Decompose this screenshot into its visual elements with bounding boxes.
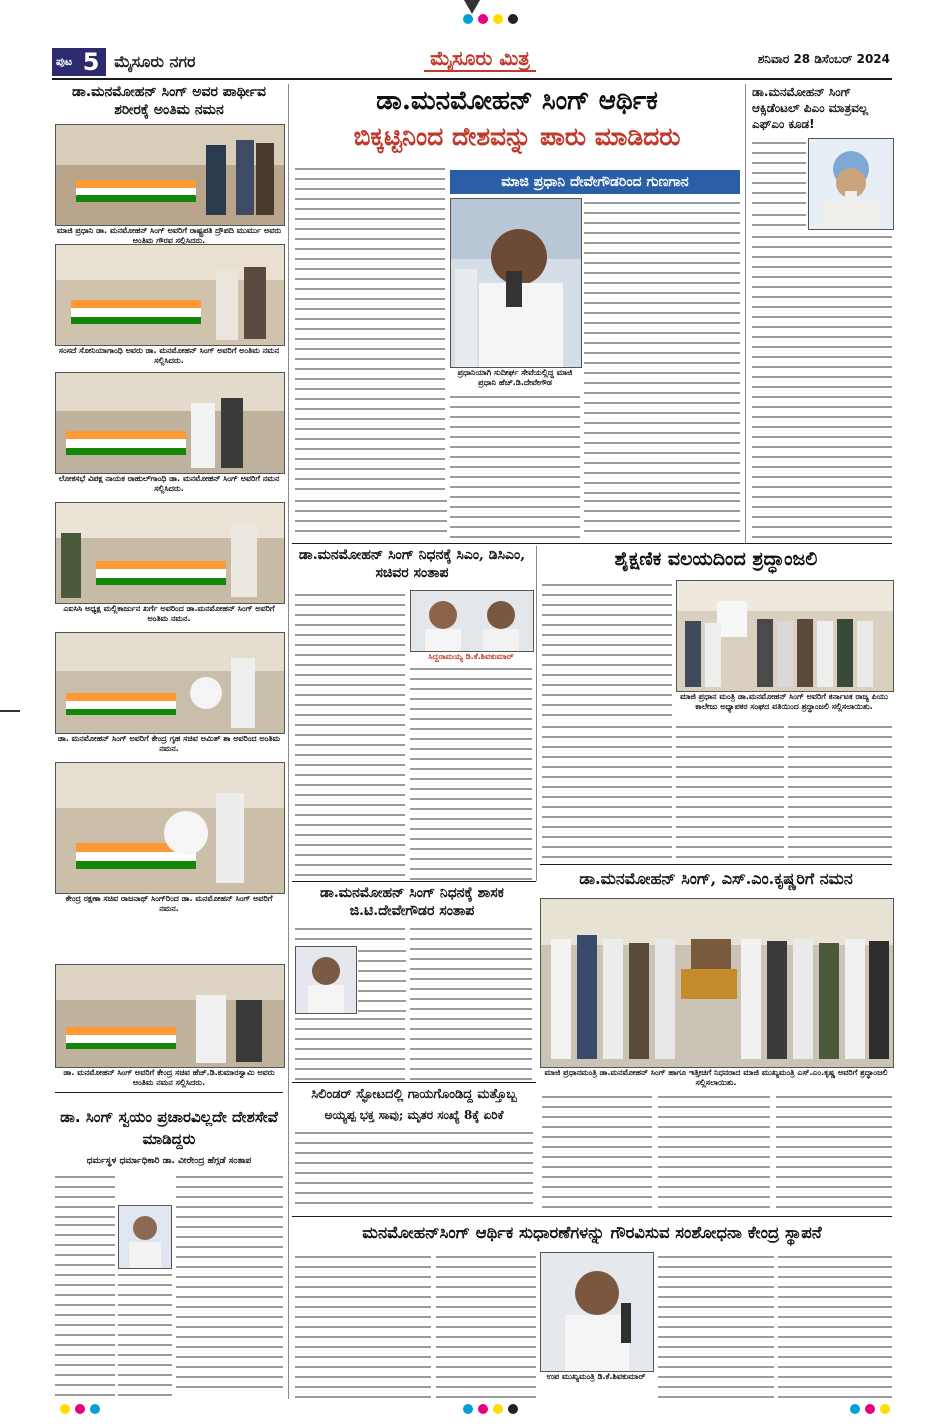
- side-article-body: [752, 232, 892, 538]
- tribute-photo-1: [55, 124, 285, 226]
- photo-caption: ಮಾಜಿ ಪ್ರಧಾನಮಂತ್ರಿ ಡಾ.ಮನಮೋಹನ್ ಸಿಂಗ್ ಹಾಗೂ ಇತ್ತೀಚಿಗೆ ನಿಧನರಾದ ಮಾಜಿ ಮುಖ್ಯಮಂತ್ರಿ ಎಸ್.ಎಂ.ಕೃಷ್ಣ ಅವರಿಗೆ ಶ್ರದ್ಧಾಂಜಲಿ ಸಲ್ಲಿಸಲಾಯಿತು.: [544, 1068, 888, 1087]
- bottom-article-body: [658, 1252, 774, 1398]
- article-body: [118, 1270, 172, 1396]
- divider: [292, 881, 536, 882]
- smk-article-body: [542, 1092, 652, 1214]
- tribute-photo-4: [55, 502, 285, 604]
- page-label: ಪುಟ: [52, 48, 76, 76]
- gtd-article-body: [410, 924, 532, 1080]
- cm-article-body: [410, 664, 532, 880]
- lead-kicker: ಮಾಜಿ ಪ್ರಧಾನಿ ದೇವೇಗೌಡರಿಂದ ಗುಣಗಾನ: [450, 170, 740, 194]
- divider: [55, 1092, 283, 1093]
- registration-mark: [478, 14, 488, 24]
- registration-mark: [60, 1404, 70, 1414]
- photo-caption: ಎಐಸಿಸಿ ಅಧ್ಯಕ್ಷ ಮಲ್ಲಿಕಾರ್ಜುನ ಖರ್ಗೆ ಅವರಿಂದ ಡಾ.ಮನಮೋಹನ್ ಸಿಂಗ್ ಅವರಿಗೆ ಅಂತಿಮ ನಮನ.: [63, 604, 275, 623]
- registration-mark: [75, 1404, 85, 1414]
- tribute-photo-5: [55, 632, 285, 734]
- lead-article-body: [295, 496, 447, 540]
- dk-shivakumar-photo: [540, 1252, 654, 1372]
- smk-story-title: ಡಾ.ಮನಮೋಹನ್ ಸಿಂಗ್, ಎಸ್.ಎಂ.ಕೃಷ್ಣರಿಗೆ ನಮನ: [579, 869, 853, 888]
- cm-dcm-photo: [410, 590, 534, 652]
- registration-mark: [508, 14, 518, 24]
- registration-mark: [850, 1404, 860, 1414]
- cylinder-story-subtitle: ಅಯ್ಯಪ್ಪ ಭಕ್ತ ಸಾವು; ಮೃತರ ಸಂಖ್ಯೆ 8ಕ್ಕೆ ಏರಿಕೆ: [324, 1108, 504, 1122]
- story-subtitle: ಧರ್ಮಸ್ಥಳ ಧರ್ಮಾಧಿಕಾರಿ ಡಾ. ವೀರೇಂದ್ರ ಹೆಗ್ಗಡೆ ಸಂತಾಪ: [86, 1156, 252, 1166]
- smk-article-body: [658, 1092, 770, 1214]
- registration-mark: [493, 14, 503, 24]
- photo-caption: ಪ್ರಧಾನಿಯಾಗಿ ಸುದೀರ್ಘ ಸೇವೆಯಲ್ಲಿದ್ದ ಮಾಜಿ ಪ್ರಧಾನಿ ಹೆಚ್.ಡಿ.ದೇವೇಗೌಡ: [457, 368, 573, 387]
- academic-tribute-photo: [676, 580, 894, 692]
- masthead: ಮೈಸೂರು ಮಿತ್ರ: [320, 46, 640, 70]
- smk-tribute-photo: [540, 898, 894, 1068]
- photo-caption: ಮಾಜಿ ಪ್ರಧಾನಿ ಡಾ. ಮನಮೋಹನ್ ಸಿಂಗ್ ಅವರಿಗೆ ರಾಷ್ಟ್ರಪತಿ ದ್ರೌಪದಿ ಮುರ್ಮು ಅವರು ಅಂತಿಮ ಗೌರವ ಸಲ್ಲಿಸಿದರು.: [56, 226, 282, 245]
- tribute-photo-2: [55, 244, 285, 346]
- story-title: ಡಾ. ಸಿಂಗ್ ಸ್ವಯಂ ಪ್ರಚಾರವಿಲ್ಲದೇ ದೇಶಸೇವೆ ಮಾಡಿದ್ದರು: [60, 1108, 278, 1148]
- registration-mark: [493, 1404, 503, 1414]
- photo-caption: ಡಾ. ಮನಮೋಹನ್ ಸಿಂಗ್ ಅವರಿಗೆ ಕೇಂದ್ರ ಸಚಿವ ಹೆಚ್.ಡಿ.ಕುಮಾರಸ್ವಾಮಿ ಅವರು ಅಂತಿಮ ನಮನ ಸಲ್ಲಿಸಿದರು.: [63, 1068, 275, 1087]
- registration-mark: [865, 1404, 875, 1414]
- header-rule: [52, 78, 892, 80]
- academic-article-body: [542, 722, 672, 862]
- gtd-story-title: ಡಾ.ಮನಮೋಹನ್ ಸಿಂಗ್ ನಿಧನಕ್ಕೆ ಶಾಸಕ ಜಿ.ಟಿ.ದೇವೇಗೌಡರ ಸಂತಾಪ: [320, 885, 504, 919]
- cylinder-article-body: [295, 1128, 533, 1212]
- registration-mark: [478, 1404, 488, 1414]
- section-title: ಮೈಸೂರು ನಗರ: [114, 52, 196, 71]
- registration-mark: [463, 14, 473, 24]
- side-article-body: [752, 138, 806, 208]
- gtd-article-body: [295, 1014, 405, 1080]
- tribute-photo-7: [55, 964, 285, 1068]
- gtd-article-body: [358, 946, 406, 1012]
- cylinder-story-title: ಸಿಲಿಂಡರ್ ಸ್ಫೋಟದಲ್ಲಿ ಗಾಯಗೊಂಡಿದ್ದ ಮತ್ತೊಬ್ಬ: [311, 1087, 517, 1102]
- photo-caption: ಡಾ. ಮನಮೋಹನ್ ಸಿಂಗ್ ಅವರಿಗೆ ಕೇಂದ್ರ ಗೃಹ ಸಚಿವ ಅಮಿತ್ ಶಾ ಅವರಿಂದ ಅಂತಿಮ ನಮನ.: [57, 734, 281, 753]
- photo-caption: ಕೇಂದ್ರ ರಕ್ಷಣಾ ಸಚಿವ ರಾಜನಾಥ್ ಸಿಂಗ್‌ರಿಂದ ಡಾ. ಮನಮೋಹನ್ ಸಿಂಗ್ ಅವರಿಗೆ ನಮನ.: [65, 894, 273, 913]
- divider: [540, 864, 892, 865]
- side-article-body: [752, 210, 806, 230]
- bottom-article-body: [295, 1252, 431, 1398]
- photo-caption: ಲೋಕಸಭೆ ವಿಪಕ್ಷ ನಾಯಕ ರಾಹುಲ್‌ಗಾಂಧಿ ಡಾ. ಮನಮೋಹನ್ ಸಿಂಗ್ ಅವರಿಗೆ ನಮನ ಸಲ್ಲಿಸಿದರು.: [58, 474, 280, 493]
- column-divider: [536, 546, 537, 881]
- issue-date: ಶನಿವಾರ 28 ಡಿಸೆಂಬರ್ 2024: [757, 52, 890, 66]
- tribute-photo-6: [55, 762, 285, 894]
- bottom-article-body: [778, 1252, 892, 1398]
- article-body: [176, 1172, 283, 1396]
- gt-devegowda-photo: [295, 946, 357, 1014]
- crop-mark: [0, 710, 20, 712]
- divider: [292, 1216, 892, 1217]
- bottom-story-title: ಮನಮೋಹನ್‌ಸಿಂಗ್ ಆರ್ಥಿಕ ಸುಧಾರಣೆಗಳನ್ನು ಗೌರವಿಸುವ ಸಂಶೋಧನಾ ಕೇಂದ್ರ ಸ್ಥಾಪನೆ: [362, 1223, 822, 1242]
- academic-article-body: [676, 722, 784, 862]
- smk-article-body: [776, 1092, 892, 1214]
- bottom-article-body: [436, 1252, 536, 1398]
- academic-article-body: [788, 722, 892, 862]
- divider: [292, 543, 892, 544]
- photo-caption: ಉಪ ಮುಖ್ಯಮಂತ್ರಿ ಡಿ.ಕೆ.ಶಿವಕುಮಾರ್: [546, 1372, 646, 1381]
- photo-caption: ಸಂಸದೆ ಸೋನಿಯಾಗಾಂಧಿ ಅವರು ಡಾ. ಮನಮೋಹನ್ ಸಿಂಗ್ ಅವರಿಗೆ ಅಂತಿಮ ನಮನ ಸಲ್ಲಿಸಿದರು.: [58, 346, 280, 365]
- veerendra-heggade-photo: [118, 1205, 172, 1269]
- cm-story-title: ಡಾ.ಮನಮೋಹನ್ ಸಿಂಗ್ ನಿಧನಕ್ಕೆ ಸಿಎಂ, ಡಿಸಿಎಂ, ಸಚಿವರ ಸಂತಾಪ: [298, 547, 526, 581]
- academic-article-body: [542, 580, 672, 720]
- registration-mark: [463, 1404, 473, 1414]
- tribute-photo-3: [55, 372, 285, 474]
- page-number: 5: [76, 48, 106, 76]
- side-story-title: ಡಾ.ಮನಮೋಹನ್ ಸಿಂಗ್ ಆಕ್ಸಿಡೆಂಟಲ್ ಪಿಎಂ ಮಾತ್ರವಲ್ಲ ಎಫ್‌ಎಂ ಕೂಡ!: [752, 85, 869, 131]
- registration-mark: [880, 1404, 890, 1414]
- lead-article-body: [450, 392, 580, 540]
- column-divider: [745, 84, 746, 544]
- left-column-title: ಡಾ.ಮನಮೋಹನ್ ಸಿಂಗ್ ಅವರ ಪಾರ್ಥೀವ ಶರೀರಕ್ಕೆ ಅಂತಿಮ ನಮನ: [71, 84, 267, 118]
- lead-article-body: [295, 164, 445, 494]
- registration-mark: [508, 1404, 518, 1414]
- photo-caption: ಸಿದ್ದರಾಮಯ್ಯ ಡಿ.ಕೆ.ಶಿವಕುಮಾರ್: [428, 652, 514, 661]
- lead-article-body: [584, 198, 740, 494]
- devegowda-photo: [450, 198, 582, 368]
- column-divider: [288, 84, 289, 1399]
- article-body: [55, 1220, 115, 1396]
- crop-mark: [464, 0, 480, 14]
- photo-caption: ಮಾಜಿ ಪ್ರಧಾನ ಮಂತ್ರಿ ಡಾ.ಮನಮೋಹನ್ ಸಿಂಗ್ ಅವರಿಗೆ ಕರ್ನಾಟಕ ರಾಜ್ಯ ಪಿಯು ಕಾಲೇಜು ಅಧ್ಯಾಪಕರ ಸಂಘದ ವತಿಯಿಂದ ಶ್ರದ್ಧಾಂಜಲಿ ಸಲ್ಲಿಸಲಾಯಿತು.: [680, 692, 888, 711]
- lead-article-body: [584, 496, 740, 540]
- divider: [292, 1082, 536, 1083]
- manmohan-singh-photo: [808, 138, 894, 230]
- page-number-box: [52, 48, 196, 76]
- registration-mark: [90, 1404, 100, 1414]
- gtd-article-body: [295, 924, 405, 944]
- lead-headline-line2: ಬಿಕ್ಕಟ್ಟಿನಿಂದ ದೇಶವನ್ನು ಪಾರು ಮಾಡಿದರು: [353, 122, 681, 151]
- academic-story-title: ಶೈಕ್ಷಣಿಕ ವಲಯದಿಂದ ಶ್ರದ್ಧಾಂಜಲಿ: [614, 548, 818, 570]
- article-body: [55, 1172, 115, 1218]
- lead-headline-line1: ಡಾ.ಮನಮೋಹನ್ ಸಿಂಗ್ ಆರ್ಥಿಕ: [376, 86, 658, 116]
- cm-article-body: [295, 590, 405, 880]
